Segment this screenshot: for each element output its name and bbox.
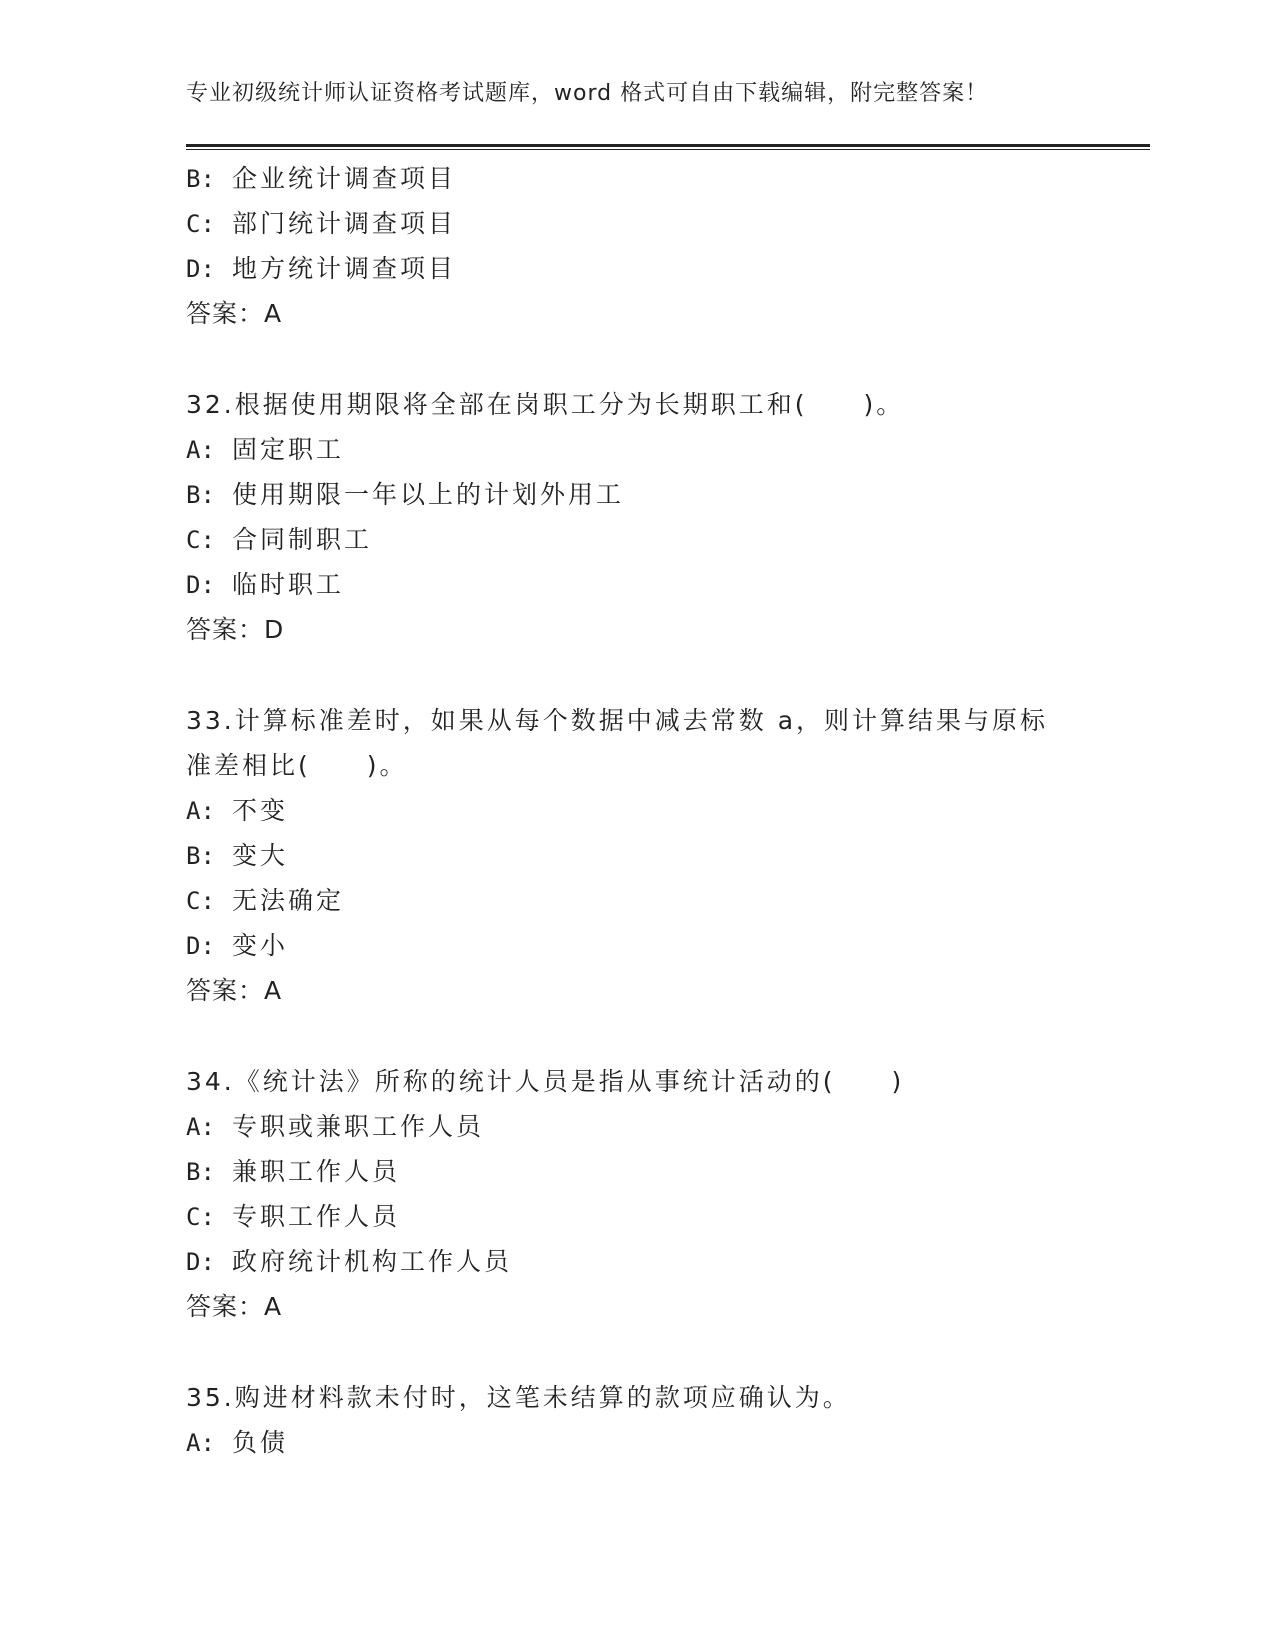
option-row [186, 1149, 1086, 1194]
option-text: 使用期限一年以上的计划外用工 [232, 480, 625, 509]
question-block [186, 156, 1086, 336]
option-letter: B: [186, 1158, 215, 1186]
option-row [186, 788, 1086, 833]
option-text: 变小 [232, 931, 289, 960]
option-text: 不变 [232, 796, 289, 825]
option-letter: C: [186, 887, 215, 915]
option-row [186, 1104, 1086, 1149]
header-divider-thin [186, 149, 1150, 150]
header-divider-thick [186, 144, 1150, 147]
option-letter: C: [186, 1203, 215, 1231]
option-letter: D: [186, 255, 215, 283]
block-spacer [186, 1013, 1086, 1059]
option-text: 临时职工 [232, 570, 345, 599]
option-letter: A: [186, 797, 215, 825]
option-text: 变大 [232, 841, 289, 870]
question-block [186, 1375, 1086, 1465]
option-row [186, 1239, 1086, 1284]
option-row [186, 472, 1086, 517]
option-letter: A: [186, 1429, 215, 1457]
option-text: 负债 [232, 1428, 289, 1457]
option-letter: B: [186, 481, 215, 509]
option-text: 地方统计调查项目 [232, 254, 457, 283]
option-text: 部门统计调查项目 [232, 209, 457, 238]
option-row [186, 833, 1086, 878]
answer-line: 答案：A [186, 1292, 283, 1321]
option-letter: B: [186, 165, 215, 193]
question-block [186, 1059, 1086, 1329]
option-text: 无法确定 [232, 886, 345, 915]
option-text: 专职或兼职工作人员 [232, 1112, 485, 1141]
option-row [186, 201, 1086, 246]
option-letter: D: [186, 571, 215, 599]
option-text: 专职工作人员 [232, 1202, 401, 1231]
header-divider [186, 144, 1150, 151]
question-list [186, 156, 1086, 1465]
option-letter: C: [186, 526, 215, 554]
question-block [186, 382, 1086, 652]
question-stem: 35.购进材料款未付时，这笔未结算的款项应确认为。 [186, 1383, 851, 1412]
option-text: 固定职工 [232, 435, 345, 464]
option-letter: D: [186, 932, 215, 960]
option-text: 政府统计机构工作人员 [232, 1247, 513, 1276]
option-row [186, 517, 1086, 562]
option-letter: C: [186, 210, 215, 238]
option-row [186, 878, 1086, 923]
option-row [186, 156, 1086, 201]
block-spacer [186, 336, 1086, 382]
question-stem: 32.根据使用期限将全部在岗职工分为长期职工和( )。 [186, 390, 905, 419]
option-letter: D: [186, 1248, 215, 1276]
answer-line: 答案：A [186, 976, 283, 1005]
option-row [186, 562, 1086, 607]
page-header: 专业初级统计师认证资格考试题库，word 格式可自由下载编辑，附完整答案！ [186, 81, 989, 106]
option-letter: B: [186, 842, 215, 870]
option-row [186, 1194, 1086, 1239]
block-spacer [186, 1329, 1086, 1375]
answer-line: 答案：A [186, 299, 283, 328]
question-stem: 34.《统计法》所称的统计人员是指从事统计活动的( ) [186, 1067, 905, 1096]
option-text: 兼职工作人员 [232, 1157, 401, 1186]
option-row [186, 427, 1086, 472]
block-spacer [186, 652, 1086, 698]
option-row [186, 923, 1086, 968]
option-text: 合同制职工 [232, 525, 373, 554]
option-row [186, 1420, 1086, 1465]
option-letter: A: [186, 436, 215, 464]
option-letter: A: [186, 1113, 215, 1141]
answer-line: 答案：D [186, 615, 285, 644]
question-stem-continued: 准差相比( )。 [186, 751, 408, 780]
question-block [186, 698, 1086, 1013]
question-stem: 33.计算标准差时，如果从每个数据中减去常数 a，则计算结果与原标 [186, 706, 1049, 735]
option-text: 企业统计调查项目 [232, 164, 457, 193]
option-row [186, 246, 1086, 291]
